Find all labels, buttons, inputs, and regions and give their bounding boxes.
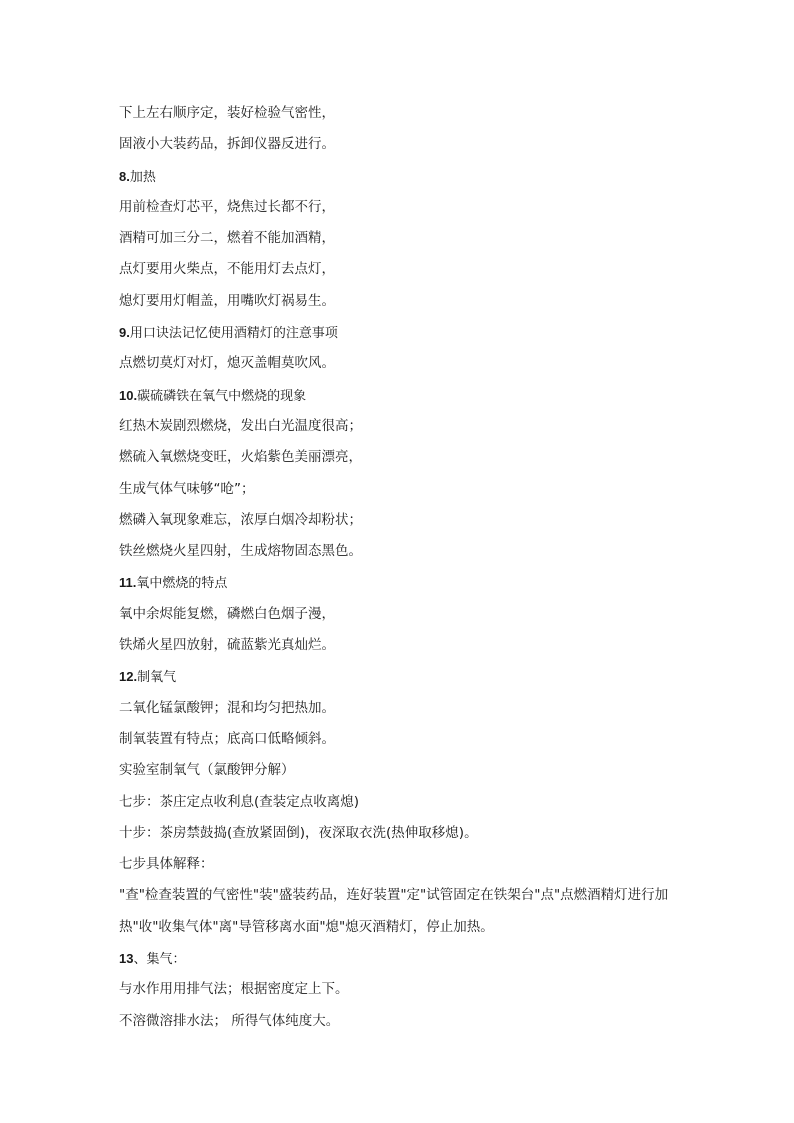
section-number: 9. xyxy=(119,325,130,341)
section-heading-11 xyxy=(119,567,689,598)
section-title: 加热 xyxy=(129,169,156,185)
section-number: 13 xyxy=(119,951,134,967)
section-title: 用口诀法记忆使用酒精灯的注意事项 xyxy=(129,326,338,342)
section-number: 10. xyxy=(119,387,138,403)
section-title: 氧中燃烧的特点 xyxy=(136,576,228,592)
text-line: 生成气体气味够“呛”； xyxy=(119,480,255,497)
section-title: 、集气： xyxy=(133,952,186,968)
text-line: 不溶微溶排水法； 所得气体纯度大。 xyxy=(119,1012,340,1029)
text-line: 七步：茶庄定点收利息(查装定点收离熄) xyxy=(119,793,360,810)
document-body xyxy=(119,98,689,1037)
text-line: 制氧装置有特点；底高口低略倾斜。 xyxy=(119,730,335,747)
text-line: 熄灯要用灯帽盖，用嘴吹灯祸易生。 xyxy=(119,292,335,309)
text-line: 实验室制氧气（氯酸钾分解） xyxy=(119,762,295,779)
text-line: 铁烯火星四放射，硫蓝紫光真灿烂。 xyxy=(119,637,335,654)
text-line: 下上左右顺序定，装好检验气密性， xyxy=(119,105,335,121)
section-title: 制氧气 xyxy=(137,670,177,686)
text-line: 用前检查灯芯平，烧焦过长都不行， xyxy=(119,198,335,215)
section-number: 11. xyxy=(119,575,137,591)
section-number: 12. xyxy=(119,669,138,685)
text-line: 点灯要用火柴点，不能用灯去点灯， xyxy=(119,261,335,278)
text-line: 氧中余烬能复燃，磷燃白色烟子漫， xyxy=(119,605,335,622)
section-number: 8. xyxy=(119,168,130,184)
section-title: 碳硫磷铁在氧气中燃烧的现象 xyxy=(137,388,307,404)
section-heading-12 xyxy=(119,661,689,692)
text-line: 固液小大装药品，拆卸仪器反进行。 xyxy=(119,136,335,153)
text-line: 十步：茶房禁鼓捣(查放紧固倒)，夜深取衣洗(热伸取移熄)。 xyxy=(119,824,478,841)
text-line: 酒精可加三分二，燃着不能加酒精， xyxy=(119,230,335,247)
text-line: 七步具体解释： xyxy=(119,856,214,873)
section-heading-10 xyxy=(119,380,689,411)
section-heading-8 xyxy=(119,161,689,192)
section-heading-13 xyxy=(119,943,689,974)
text-line: 与水作用用排气法；根据密度定上下。 xyxy=(119,981,349,998)
text-line: 二氧化锰氯酸钾；混和均匀把热加。 xyxy=(119,699,335,716)
text-line: 铁丝燃烧火星四射，生成熔物固态黑色。 xyxy=(119,543,362,560)
text-line: 燃磷入氧现象难忘，浓厚白烟冷却粉状； xyxy=(119,511,362,528)
text-line: 点燃切莫灯对灯，熄灭盖帽莫吹风。 xyxy=(119,355,335,372)
text-line: 燃硫入氧燃烧变旺，火焰紫色美丽漂亮， xyxy=(119,449,362,466)
text-paragraph: "查"检查装置的气密性"装"盛装药品，连好装置"定"试管固定在铁架台"点"点燃酒精灯进行加热"收"收集气体"离"导管移离水面"熄"熄灭酒精灯，停止加热。 xyxy=(119,887,669,935)
section-heading-9 xyxy=(119,317,689,348)
text-line: 红热木炭剧烈燃烧，发出白光温度很高； xyxy=(119,417,362,434)
